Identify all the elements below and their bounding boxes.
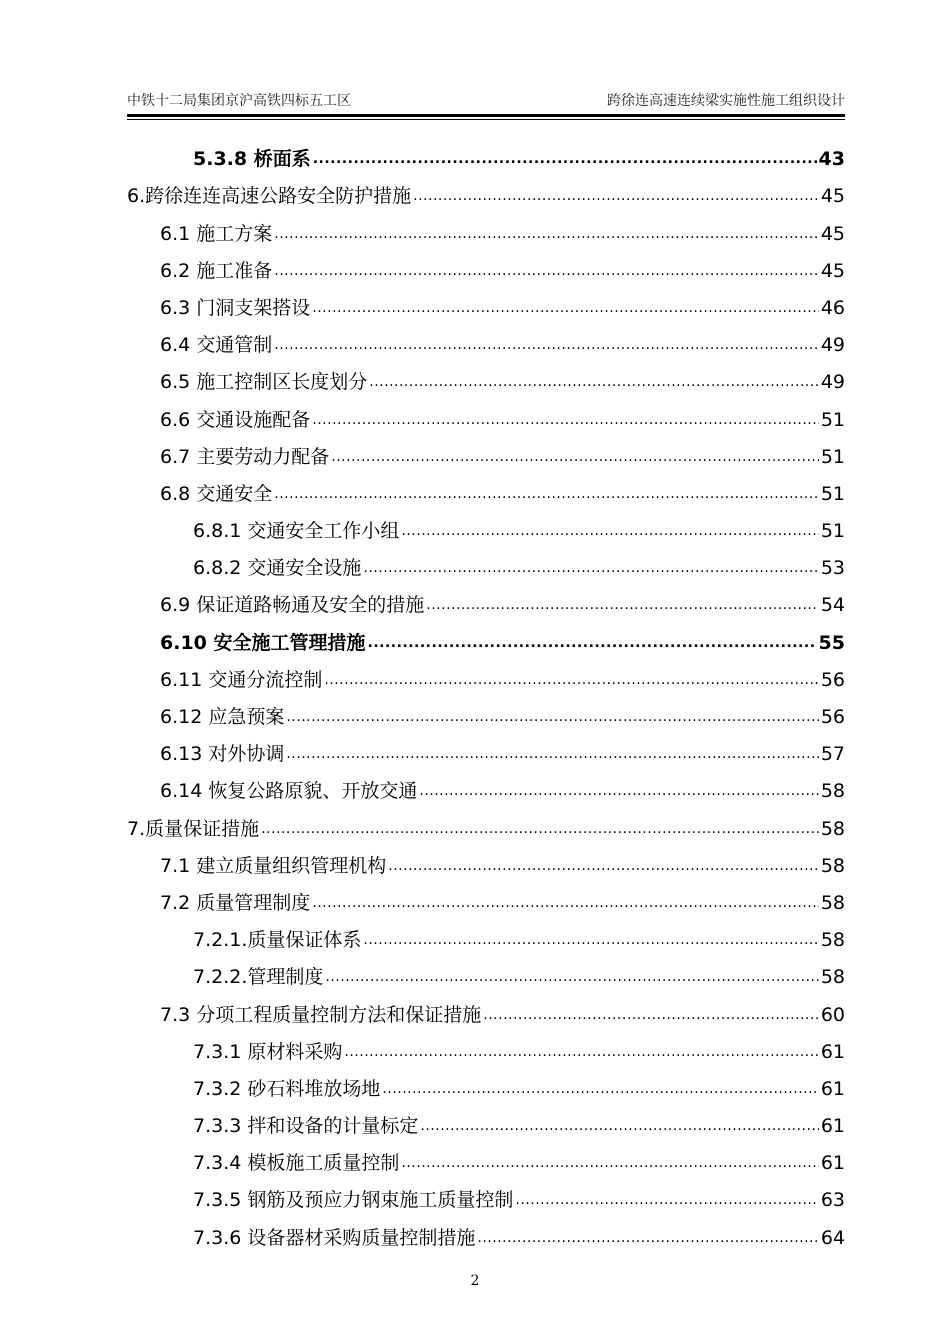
toc-entry-title: 6.8.1 交通安全工作小组 [193, 520, 400, 543]
toc-entry[interactable] [127, 655, 845, 692]
toc-dot-leader [324, 668, 818, 692]
toc-entry-title: 7.2 质量管理制度 [160, 891, 311, 914]
toc-dot-leader [515, 1188, 818, 1212]
toc-entry-title: 5.3.8 桥面系 [193, 148, 311, 171]
toc-entry[interactable] [127, 617, 845, 654]
toc-dot-leader [363, 928, 818, 952]
toc-entry-title: 6.14 恢复公路原貌、开放交通 [160, 780, 418, 803]
page-header [127, 90, 845, 112]
toc-entry-title: 6.3 门洞支架搭设 [160, 296, 311, 319]
toc-entry-title: 6.6 交通设施配备 [160, 408, 311, 431]
toc-entry-page: 45 [820, 185, 845, 208]
toc-dot-leader [401, 519, 818, 543]
toc-dot-leader [331, 445, 819, 469]
toc-entry-title: 7.3.2 砂石料堆放场地 [193, 1077, 381, 1100]
toc-entry-page: 58 [820, 929, 845, 952]
toc-entry-title: 7.3.6 设备器材采购质量控制措施 [193, 1226, 476, 1249]
toc-entry-page: 61 [820, 1040, 845, 1063]
header-right-text: 跨徐连高速连续梁实施性施工组织设计 [607, 93, 845, 109]
toc-entry-title: 7.3.5 钢筋及预应力钢束施工质量控制 [193, 1189, 514, 1212]
toc-dot-leader [312, 408, 819, 432]
toc-entry[interactable] [127, 692, 845, 729]
toc-entry[interactable] [127, 878, 845, 915]
toc-entry[interactable] [127, 283, 845, 320]
toc-entry-page: 64 [820, 1226, 845, 1249]
toc-dot-leader [388, 854, 819, 878]
toc-dot-leader [325, 965, 818, 989]
toc-entry-page: 58 [820, 817, 845, 840]
toc-entry-title: 6.9 保证道路畅通及安全的措施 [160, 594, 425, 617]
toc-dot-leader [419, 779, 818, 803]
toc-entry-title: 6.5 施工控制区长度划分 [160, 371, 368, 394]
toc-entry-title: 7.质量保证措施 [127, 817, 260, 840]
toc-entry-page: 61 [820, 1152, 845, 1175]
toc-dot-leader [420, 1114, 818, 1138]
toc-dot-leader [477, 1226, 818, 1250]
toc-entry-page: 58 [820, 891, 845, 914]
toc-dot-leader [274, 259, 819, 283]
toc-entry-title: 7.3.4 模板施工质量控制 [193, 1152, 400, 1175]
toc-entry[interactable] [127, 134, 845, 171]
toc-entry[interactable] [127, 320, 845, 357]
toc-dot-leader [382, 1077, 818, 1101]
toc-entry-title: 6.跨徐连连高速公路安全防护措施 [127, 185, 412, 208]
toc-entry[interactable] [127, 915, 845, 952]
toc-entry[interactable] [127, 989, 845, 1026]
toc-entry[interactable] [127, 246, 845, 283]
toc-entry-title: 6.7 主要劳动力配备 [160, 445, 330, 468]
toc-entry[interactable] [127, 1175, 845, 1212]
toc-entry[interactable] [127, 952, 845, 989]
toc-dot-leader [483, 1003, 819, 1027]
toc-dot-leader [363, 556, 818, 580]
toc-entry[interactable] [127, 469, 845, 506]
toc-entry-title: 6.2 施工准备 [160, 259, 273, 282]
page-number: 2 [470, 1273, 480, 1289]
toc-entry[interactable] [127, 208, 845, 245]
toc-entry-page: 56 [820, 706, 845, 728]
toc-entry-page: 63 [820, 1189, 845, 1212]
toc-entry[interactable] [127, 357, 845, 394]
toc-entry-title: 6.1 施工方案 [160, 222, 273, 245]
toc-entry-page: 51 [820, 520, 845, 543]
toc-dot-leader [312, 296, 819, 320]
toc-entry-title: 6.4 交通管制 [160, 334, 273, 357]
toc-entry-page: 45 [820, 222, 845, 245]
toc-dot-leader [274, 482, 819, 506]
toc-entry[interactable] [127, 543, 845, 580]
toc-entry-title: 7.3.1 原材料采购 [193, 1040, 343, 1063]
toc-entry[interactable] [127, 506, 845, 543]
toc-dot-leader [368, 631, 817, 655]
toc-entry[interactable] [127, 1212, 845, 1249]
toc-entry-page: 54 [820, 594, 845, 617]
toc-entry[interactable] [127, 1101, 845, 1138]
toc-entry[interactable] [127, 1027, 845, 1064]
toc-dot-leader [286, 705, 818, 729]
toc-entry-page: 55 [818, 631, 845, 654]
header-rule-thick [127, 114, 845, 117]
toc-entry-title: 7.2.1.质量保证体系 [193, 929, 362, 952]
toc-entry-page: 51 [820, 408, 845, 431]
toc-entry-title: 7.3.3 拌和设备的计量标定 [193, 1115, 419, 1138]
header-left-text: 中铁十二局集团京沪高铁四标五工区 [127, 93, 351, 109]
toc-entry-title: 6.13 对外协调 [160, 743, 285, 766]
toc-entry-page: 46 [820, 296, 845, 319]
header-rule-thin [127, 119, 845, 120]
toc-entry-page: 60 [820, 1003, 845, 1026]
toc-entry-title: 6.8 交通安全 [160, 482, 273, 505]
toc-entry[interactable] [127, 729, 845, 766]
toc-dot-leader [413, 184, 819, 208]
toc-dot-leader [274, 333, 819, 357]
toc-entry-page: 58 [820, 780, 845, 803]
toc-entry-title: 6.8.2 交通安全设施 [193, 557, 362, 580]
toc-entry-title: 6.10 安全施工管理措施 [160, 631, 366, 654]
table-of-contents [127, 134, 845, 1250]
toc-entry-page: 49 [820, 334, 845, 357]
toc-entry[interactable] [127, 432, 845, 469]
toc-entry-page: 58 [820, 854, 845, 877]
toc-entry-title: 6.12 应急预案 [160, 706, 285, 728]
toc-entry-page: 61 [820, 1115, 845, 1138]
toc-dot-leader [312, 891, 819, 915]
toc-entry[interactable] [127, 841, 845, 878]
toc-entry-page: 51 [820, 482, 845, 505]
toc-dot-leader [286, 742, 818, 766]
toc-entry-title: 7.2.2.管理制度 [193, 966, 324, 989]
toc-entry-page: 61 [820, 1077, 845, 1100]
toc-entry[interactable] [127, 1064, 845, 1101]
toc-entry-page: 53 [820, 557, 845, 580]
toc-entry-page: 56 [820, 668, 845, 691]
toc-entry[interactable] [127, 766, 845, 803]
toc-entry[interactable] [127, 1138, 845, 1175]
toc-entry[interactable] [127, 394, 845, 431]
toc-dot-leader [401, 1151, 818, 1175]
toc-entry-page: 43 [818, 148, 845, 171]
toc-dot-leader [261, 817, 819, 841]
toc-entry[interactable] [127, 171, 845, 208]
toc-entry[interactable] [127, 580, 845, 617]
toc-entry[interactable] [127, 803, 845, 840]
toc-entry-title: 6.11 交通分流控制 [160, 668, 323, 691]
toc-dot-leader [369, 370, 819, 394]
toc-dot-leader [344, 1040, 818, 1064]
toc-dot-leader [313, 147, 817, 171]
toc-dot-leader [426, 593, 819, 617]
toc-entry-title: 7.3 分项工程质量控制方法和保证措施 [160, 1003, 482, 1026]
toc-entry-page: 51 [820, 445, 845, 468]
toc-entry-page: 57 [820, 743, 845, 766]
toc-dot-leader [274, 222, 819, 246]
toc-entry-page: 49 [820, 371, 845, 394]
toc-entry-title: 7.1 建立质量组织管理机构 [160, 854, 387, 877]
toc-entry-page: 45 [820, 259, 845, 282]
toc-entry-page: 58 [820, 966, 845, 989]
